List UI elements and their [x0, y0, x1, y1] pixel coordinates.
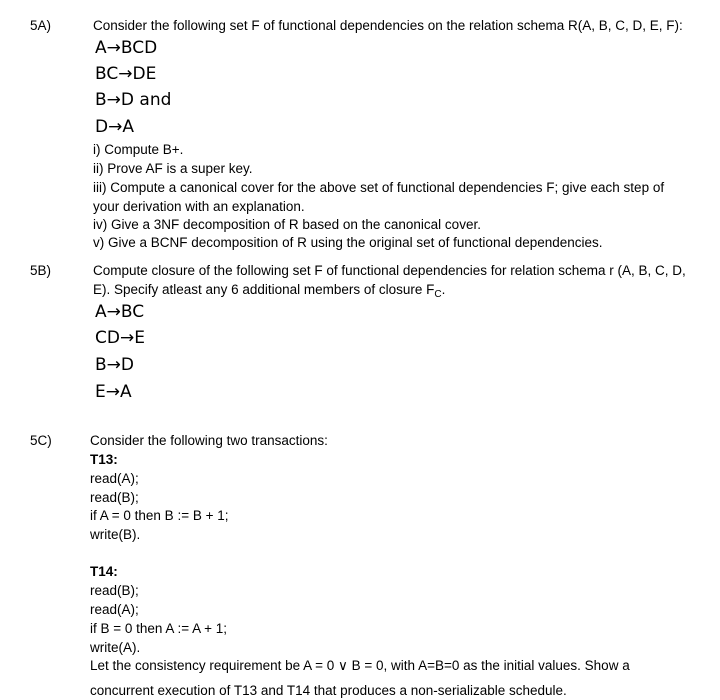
t13-line-4: write(B). — [90, 527, 141, 542]
question-5b-intro-line2 — [93, 281, 445, 301]
transaction-t13-title: T13: — [90, 452, 118, 467]
question-5b-label: 5B) — [30, 263, 52, 278]
question-5c-label: 5C) — [30, 433, 52, 448]
question-5b-intro-end: . — [441, 282, 446, 297]
question-5a-label: 5A) — [30, 18, 52, 33]
question-5a-part-3-cont: your derivation with an explanation. — [93, 199, 305, 214]
question-5c-closing-line2: concurrent execution of T13 and T14 that produces a non-serializable schedule. — [90, 683, 567, 698]
question-5a-part-2: ii) Prove AF is a super key. — [93, 161, 253, 176]
fd-5b-3: B→D — [95, 355, 134, 375]
question-5b-intro-line1: Compute closure of the following set F of functional dependencies for relation schema r (A, B, C, D, — [93, 263, 686, 278]
t13-line-1: read(A); — [90, 471, 139, 486]
question-5a-part-4: iv) Give a 3NF decomposition of R based on the canonical cover. — [93, 217, 481, 232]
question-5a-part-1: i) Compute B+. — [93, 142, 184, 157]
t14-line-1: read(B); — [90, 583, 139, 598]
question-5c-closing-line1: Let the consistency requirement be A = 0 ∨ B = 0, with A=B=0 as the initial values. Show a — [90, 658, 630, 673]
fd-5b-4: E→A — [95, 382, 132, 402]
fd-5a-4: D→A — [95, 117, 134, 137]
t14-line-3: if B = 0 then A := A + 1; — [90, 621, 227, 636]
question-5b-intro-text: E). Specify atleast any 6 additional members of closure F — [93, 282, 435, 297]
fd-5a-1: A→BCD — [95, 38, 158, 58]
fd-5a-2: BC→DE — [95, 64, 157, 84]
fd-5a-3: B→D and — [95, 90, 172, 110]
question-5a-intro: Consider the following set F of functional dependencies on the relation schema R(A, B, C, D, E, F): — [93, 18, 683, 33]
transaction-t14-title: T14: — [90, 564, 118, 579]
t13-line-2: read(B); — [90, 490, 139, 505]
t14-line-2: read(A); — [90, 602, 139, 617]
question-5c-intro: Consider the following two transactions: — [90, 433, 328, 448]
t14-line-4: write(A). — [90, 640, 141, 655]
fd-5b-2: CD→E — [95, 328, 145, 348]
t13-line-3: if A = 0 then B := B + 1; — [90, 508, 229, 523]
question-5a-part-5: v) Give a BCNF decomposition of R using the original set of functional dependencies. — [93, 235, 603, 250]
fd-5b-1: A→BC — [95, 302, 145, 322]
closure-subscript: C — [434, 289, 442, 300]
question-5a-part-3: iii) Compute a canonical cover for the above set of functional dependencies F; give each step of — [93, 180, 665, 195]
